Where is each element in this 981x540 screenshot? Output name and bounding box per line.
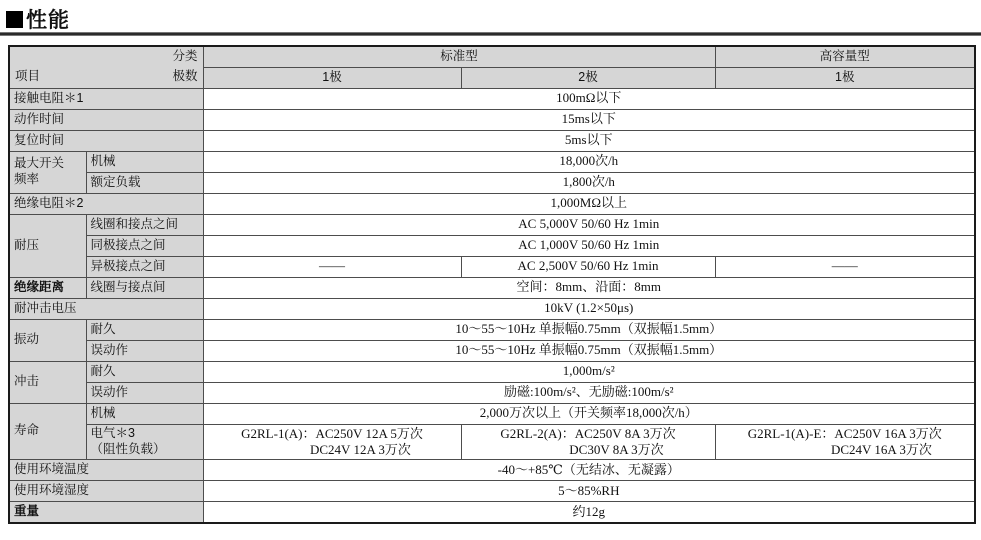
label-shock-malfunction: 误动作: [86, 382, 203, 403]
table-header-row-groups: [9, 46, 975, 67]
row-life-electrical: [9, 424, 975, 460]
label-diff-polarity-contacts: 异极接点之间: [86, 256, 203, 277]
value-shock-endurance: 1,000m/s²: [203, 361, 975, 382]
label-contact-resistance: 接触电阻＊1: [9, 88, 203, 109]
performance-spec-table: [8, 45, 976, 524]
header-corner-classification: 分类: [172, 49, 198, 63]
row-weight: [9, 502, 975, 523]
value-life-electrical-hc1: [715, 424, 975, 460]
value-diff-polarity-std2: AC 2,500V 50/60 Hz 1min: [461, 256, 715, 277]
label-release-time: 复位时间: [9, 130, 203, 151]
header-corner-cell: [9, 46, 203, 88]
label-operate-time: 动作时间: [9, 109, 203, 130]
label-weight: 重量: [9, 502, 203, 523]
row-dielectric-coil-contacts: [9, 214, 975, 235]
header-highcap-1pole: 1极: [715, 67, 975, 88]
value-insulation-distance: 空间：8mm、沿面：8mm: [203, 277, 975, 298]
label-life-electrical-line1: 电气＊3: [90, 426, 135, 441]
label-max-switching-line2: 频率: [14, 172, 40, 186]
row-impulse-voltage: [9, 298, 975, 319]
value-diff-polarity-std1: ——: [203, 256, 461, 277]
label-life-electrical: [86, 424, 203, 460]
header-standard-2pole: 2极: [461, 67, 715, 88]
value-operate-time: 15ms以下: [203, 109, 975, 130]
value-life-mechanical: 2,000万次以上（开关频率18,000次/h）: [203, 403, 975, 424]
row-insulation-resistance: [9, 193, 975, 214]
label-same-polarity-contacts: 同极接点之间: [86, 235, 203, 256]
label-life: 寿命: [9, 403, 86, 460]
value-rated-load-freq: 1,800次/h: [203, 172, 975, 193]
row-shock-malfunction: [9, 382, 975, 403]
row-operate-time: [9, 109, 975, 130]
label-ambient-temperature: 使用环境温度: [9, 460, 203, 481]
label-max-switching-frequency: [9, 151, 86, 193]
label-life-mechanical: 机械: [86, 403, 203, 424]
value-weight: 约12g: [203, 502, 975, 523]
header-standard-type: 标准型: [203, 46, 715, 67]
life-electrical-hc1-line1: G2RL-1(A)-E：AC250V 16A 3万次: [747, 425, 942, 441]
label-shock-endurance: 耐久: [86, 361, 203, 382]
header-corner-item: 项目: [15, 68, 41, 83]
row-ambient-temperature: [9, 460, 975, 481]
row-dielectric-same-polarity: [9, 235, 975, 256]
label-insulation-distance: 绝缘距离: [9, 277, 86, 298]
value-vibration-endurance: 10～55～10Hz 单振幅0.75mm（双振幅1.5mm）: [203, 319, 975, 340]
section-title: [6, 4, 70, 34]
value-contact-resistance: 100mΩ以下: [203, 88, 975, 109]
row-max-switching-rated-load: [9, 172, 975, 193]
value-mechanical-freq: 18,000次/h: [203, 151, 975, 172]
title-divider: [0, 32, 981, 36]
row-vibration-endurance: [9, 319, 975, 340]
life-electrical-std2-line2: DC30V 8A 3万次: [569, 441, 664, 457]
label-insulation-resistance: 绝缘电阻＊2: [9, 193, 203, 214]
row-ambient-humidity: [9, 481, 975, 502]
life-electrical-hc1-line2: DC24V 16A 3万次: [830, 441, 932, 457]
life-electrical-std1-line2: DC24V 12A 3万次: [310, 441, 411, 457]
value-between-coil-contacts: AC 5,000V 50/60 Hz 1min: [203, 214, 975, 235]
label-vibration-malfunction: 误动作: [86, 340, 203, 361]
value-insulation-resistance: 1,000MΩ以上: [203, 193, 975, 214]
label-ambient-humidity: 使用环境湿度: [9, 481, 203, 502]
label-vibration: 振动: [9, 319, 86, 361]
value-vibration-malfunction: 10～55～10Hz 单振幅0.75mm（双振幅1.5mm）: [203, 340, 975, 361]
value-impulse-voltage: 10kV (1.2×50μs): [203, 298, 975, 319]
header-corner-poles: 极数: [172, 68, 198, 83]
row-max-switching-mechanical: [9, 151, 975, 172]
section-title-text: 性能: [26, 9, 70, 32]
header-standard-1pole: 1极: [203, 67, 461, 88]
life-electrical-std1-line1: G2RL-1(A)：AC250V 12A 5万次: [241, 425, 423, 441]
header-high-capacity-type: 高容量型: [715, 46, 975, 67]
row-dielectric-diff-polarity: [9, 256, 975, 277]
label-mechanical-freq: 机械: [86, 151, 203, 172]
label-impulse-voltage: 耐冲击电压: [9, 298, 203, 319]
label-coil-contact-distance: 线圈与接点间: [86, 277, 203, 298]
row-shock-endurance: [9, 361, 975, 382]
value-shock-malfunction: 励磁:100m/s²、无励磁:100m/s²: [203, 382, 975, 403]
value-life-electrical-std2: [461, 424, 715, 460]
life-electrical-std2-line1: G2RL-2(A)：AC250V 8A 3万次: [500, 425, 676, 441]
value-diff-polarity-hc1: ——: [715, 256, 975, 277]
label-life-electrical-line2: （阻性负载）: [90, 441, 166, 456]
label-dielectric-strength: 耐压: [9, 214, 86, 277]
row-vibration-malfunction: [9, 340, 975, 361]
row-life-mechanical: [9, 403, 975, 424]
label-vibration-endurance: 耐久: [86, 319, 203, 340]
value-release-time: 5ms以下: [203, 130, 975, 151]
value-life-electrical-std1: [203, 424, 461, 460]
label-max-switching-line1: 最大开关: [14, 156, 65, 171]
label-between-coil-contacts: 线圈和接点之间: [86, 214, 203, 235]
section-marker-icon: [6, 11, 23, 28]
value-same-polarity-contacts: AC 1,000V 50/60 Hz 1min: [203, 235, 975, 256]
row-release-time: [9, 130, 975, 151]
value-ambient-humidity: 5～85%RH: [203, 481, 975, 502]
label-shock: 冲击: [9, 361, 86, 403]
row-insulation-distance: [9, 277, 975, 298]
label-rated-load-freq: 额定负载: [86, 172, 203, 193]
row-contact-resistance: [9, 88, 975, 109]
value-ambient-temperature: -40～+85℃（无结冰、无凝露）: [203, 460, 975, 481]
